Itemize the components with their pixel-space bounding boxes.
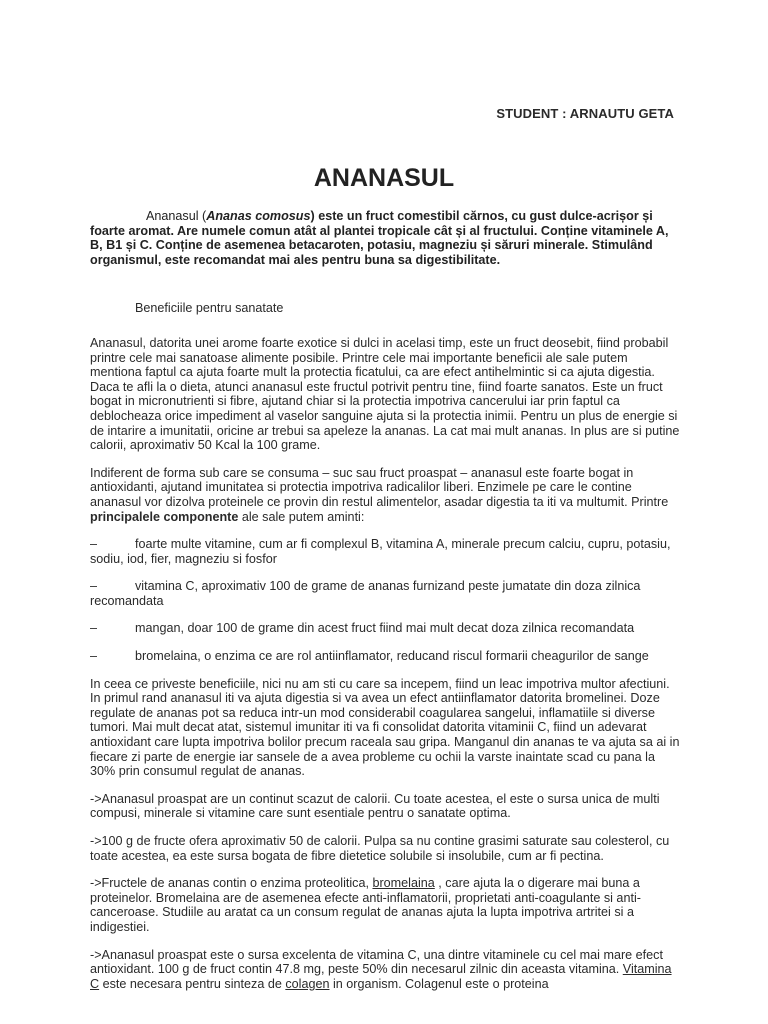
paragraph-3: In ceea ce priveste beneficiile, nici nu am sti cu care sa incepem, fiind un leac impotriva multor afectiuni. In primul rand ananasul iti va ajuta digestia si va avea un efect antiinflamator datorita bromelinei. Doze regulate de ananas pot sa reduca intr-un mod considerabil coagularea sangelui, inflamatiile si diverse tumori. Mai mult decat atat, sistemul imunitar iti va fi consolidat datorita vitaminii C, fiind un adevarat antioxidant care lupta impotriva bolilor precum raceala sau gripa. Manganul din ananas te va ajuta sa ai in fiecare zi parte de energie iar sansele de a avea probleme cu ochii la varste inaintate scad cu pana la 30% prin consumul regulat de ananas.	[90, 676, 680, 779]
paragraph-6-text: ->Fructele de ananas contin o enzima proteolitica,	[90, 876, 373, 891]
paragraph-7-mid: este necesara pentru sinteza de	[99, 976, 286, 991]
paragraph-2	[90, 466, 680, 524]
list-dash: –	[90, 649, 98, 664]
list-item-text: bromelaina, o enzima ce are rol antiinflamator, reducand riscul formarii cheagurilor de sange	[135, 649, 649, 664]
list-dash: –	[90, 579, 98, 594]
document-title: ANANASUL	[313, 164, 455, 192]
intro-paragraph	[90, 209, 680, 267]
list-dash: –	[90, 621, 98, 636]
list-item	[90, 537, 680, 566]
student-name: STUDENT : ARNAUTU GETA	[496, 106, 674, 121]
paragraph-7-text: ->Ananasul proaspat este o sursa excelenta de vitamina C, una dintre vitaminele cu cel mai mare efect antioxidant. 100 g de fruct contin 47.8 mg, peste 50% din necesarul zilnic din aceasta vitamina.	[90, 947, 663, 977]
intro-lead: Ananasul (	[146, 209, 207, 223]
intro-latin-name: Ananas comosus	[206, 209, 311, 223]
list-item-text: foarte multe vitamine, cum ar fi complexul B, vitamina A, minerale precum calciu, cupru, potasiu, sodiu, iod, fier, magneziu si fosfor	[90, 537, 671, 566]
paragraph-2-tail: ale sale putem aminti:	[238, 509, 365, 524]
list-item	[90, 579, 680, 608]
paragraph-4: ->Ananasul proaspat are un continut scazut de calorii. Cu toate acestea, el este o sursa unica de multi compusi, minerale si vitamine care sunt esentiale pentru o sanatate optima.	[90, 791, 660, 821]
paragraph-7-tail: in organism. Colagenul este o proteina	[329, 976, 549, 991]
intro-rest: ) este un fruct comestibil cărnos, cu gust dulce-acrișor și foarte aromat. Are numele comun atât al plantei tropicale cât și al fructului. Conține vitaminele A, B, B1 și C. Conține de asemenea betacaroten, potasiu, magneziu și săruri minerale. Stimulând organismul, este recomandat mai ales pentru buna sa digestibilitate.	[90, 209, 669, 267]
bromelaina-link[interactable]: bromelaina	[372, 876, 435, 891]
paragraph-1: Ananasul, datorita unei arome foarte exotice si dulci in acelasi timp, este un fruct deosebit, fiind probabil printre cele mai sanatoase alimente posibile. Printre cele mai importante beneficii ale sale putem mentiona faptul ca ajuta foarte mult la protectia ficatului, ca are efect antihelmintic si ca ajuta digestia. Daca te afli la o dieta, atunci ananasul este fructul potrivit pentru tine, fiind foarte sanatos. Este un fruct bogat in micronutrienti si fibre, ajutand chiar si la protectia impotriva cancerului iar prin faptul ca deblocheaza orice impediment al vaselor sanguine ajuta si la protectia inimii. Pentru un plus de energie si de intarire a imunitatii, oricine ar trebui sa apeleze la ananas. La cat mai mult ananas. In plus are si putine calorii, aproximativ 50 Kcal la 100 grame.	[90, 335, 680, 453]
paragraph-7	[90, 948, 680, 992]
paragraph-6	[90, 876, 680, 934]
vitamina-c-link[interactable]: Vitamina C	[90, 962, 672, 991]
list-item	[90, 621, 680, 636]
list-item	[90, 649, 680, 664]
colagen-link[interactable]: colagen	[285, 976, 330, 991]
list-item-text: mangan, doar 100 de grame din acest fruct fiind mai mult decat doza zilnica recomandata	[135, 621, 635, 636]
paragraph-6-tail: , care ajuta la o digerare mai buna a proteinelor. Bromelaina are de asemenea efecte anti-inflamatorii, proprietati anti-coagulante si anti-canceroase. Studiile au aratat ca un consum regulat de ananas ajuta la lupta impotriva artritei si a indigestiei.	[90, 876, 641, 934]
paragraph-2-bold: principalele componente	[90, 509, 239, 524]
paragraph-2-text: Indiferent de forma sub care se consuma – suc sau fruct proaspat – ananasul este foarte bogat in antioxidanti, ajutand imunitatea si protectia impotriva radicalilor liberi. Enzimele pe care le contine ananasul vor dizolva proteinele ce provin din restul alimentelor, asadar digestia ta iti va multumit. Printre	[90, 465, 669, 509]
paragraph-5: ->100 g de fructe ofera aproximativ 50 de calorii. Pulpa sa nu contine grasimi saturate sau colesterol, cu toate acestea, ea este sursa bogata de fibre dietetice solubile si insolubile, cum ar fi pectina.	[90, 834, 670, 863]
list-item-text: vitamina C, aproximativ 100 de grame de ananas furnizand peste jumatate din doza zilnica recomandata	[90, 579, 641, 608]
list-dash: –	[90, 537, 98, 552]
document-body	[90, 209, 680, 991]
subheading: Beneficiile pentru sanatate	[135, 301, 284, 316]
